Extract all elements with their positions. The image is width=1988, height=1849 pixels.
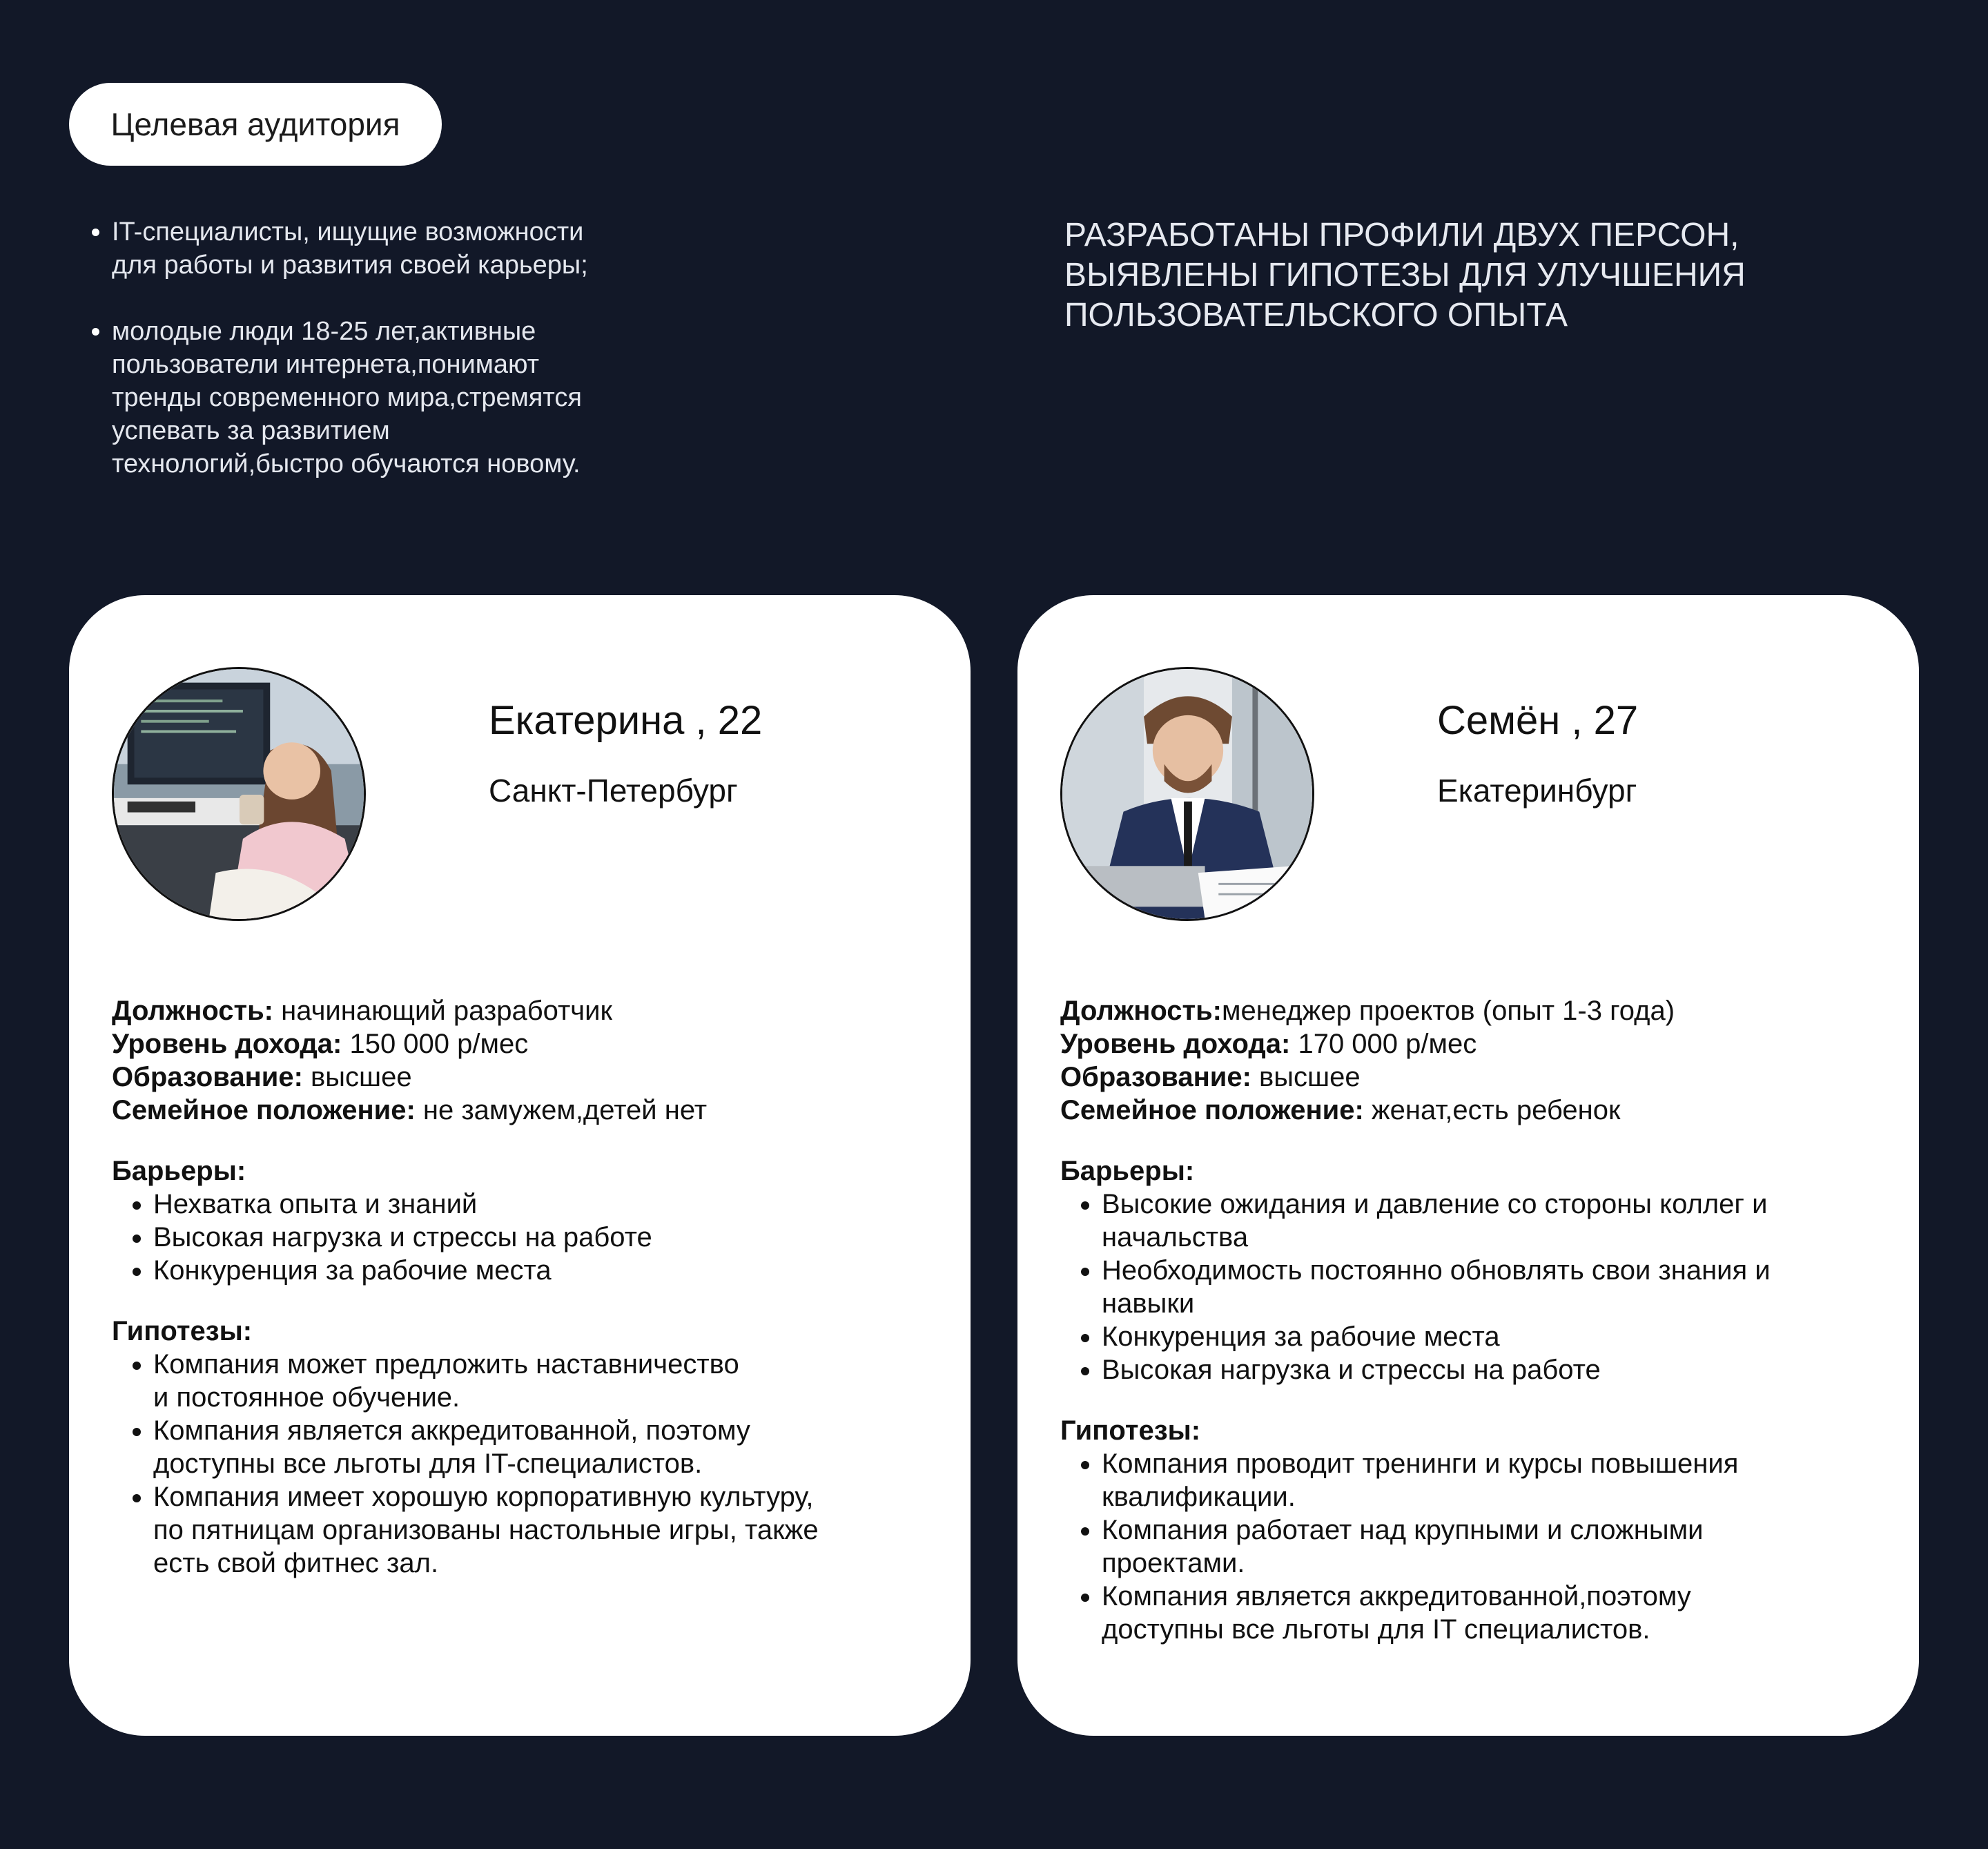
barrier-item: • Необходимость постоянно обновлять свои знания и навыки [1102,1254,1889,1320]
income-row [112,1027,940,1061]
income-value: 150 000 р/мес [342,1029,529,1059]
persona-card-semyon [1017,595,1919,1736]
barriers-title: Барьеры: [112,1156,246,1186]
position-label: Должность: [112,996,274,1026]
education-row [112,1061,940,1094]
education-value: высшее [1251,1062,1361,1092]
education-value: высшее [302,1062,412,1092]
hypothesis-item: • Компания является аккредитованной, поэтому доступны все льготы для IT-специалистов. [153,1414,940,1480]
persona-name: Семён , 27 [1437,698,1639,743]
position-value: начинающий разработчик [273,996,612,1026]
summary-heading: РАЗРАБОТАНЫ ПРОФИЛИ ДВУХ ПЕРСОН, ВЫЯВЛЕНЫ ГИПОТЕЗЫ ДЛЯ УЛУЧШЕНИЯ ПОЛЬЗОВАТЕЛЬСКОГО ОПЫТА [1064,217,1746,333]
avatar-photo-ekaterina [112,667,366,921]
barrier-item: • Конкуренция за рабочие места [153,1254,940,1287]
audience-pill-label: Целевая аудитория [69,83,442,166]
family-row [112,1094,940,1127]
persona-details [112,994,940,1580]
barrier-item: • Высокая нагрузка и стрессы на работе [153,1221,940,1254]
hypotheses-list [1060,1447,1889,1646]
persona-name: Екатерина , 22 [489,698,763,743]
position-row [1060,994,1889,1027]
audience-list [80,215,733,514]
barriers-list [1060,1188,1889,1386]
hypotheses-title: Гипотезы: [112,1316,253,1346]
audience-item: • молодые люди 18-25 лет,активные пользователи интернета,понимают тренды современного мира,стремятся успевать за развитием технологий,быстро обучаются новому. [112,315,733,481]
family-label: Семейное положение: [1060,1095,1364,1125]
education-row [1060,1061,1889,1094]
position-value: менеджер проектов (опыт 1-3 года) [1222,996,1675,1026]
family-label: Семейное положение: [112,1095,416,1125]
barriers-list [112,1188,940,1287]
family-value: женат,есть ребенок [1363,1095,1621,1125]
hypothesis-item: • Компания является аккредитованной,поэтому доступны все льготы для IT специалистов. [1102,1580,1889,1646]
hypothesis-item: • Компания проводит тренинги и курсы повышения квалификации. [1102,1447,1889,1513]
family-row [1060,1094,1889,1127]
persona-city: Екатеринбург [1437,773,1637,809]
barriers-title: Барьеры: [1060,1156,1195,1186]
barrier-item: • Конкуренция за рабочие места [1102,1320,1889,1353]
education-label: Образование: [1060,1062,1251,1092]
persona-city: Санкт-Петербург [489,773,738,809]
position-label: Должность: [1060,996,1222,1026]
audience-item: • IT-специалисты, ищущие возможности для работы и развития своей карьеры; [112,215,733,282]
avatar-photo-semyon [1060,667,1314,921]
position-row [112,994,940,1027]
hypotheses-list [112,1348,940,1580]
persona-details [1060,994,1889,1646]
education-label: Образование: [112,1062,303,1092]
income-label: Уровень дохода: [1060,1029,1291,1059]
avatar-image [114,669,364,919]
family-value: не замужем,детей нет [415,1095,708,1125]
income-label: Уровень дохода: [112,1029,342,1059]
barrier-item: • Высокие ожидания и давление со стороны коллег и начальства [1102,1188,1889,1254]
hypothesis-item: • Компания работает над крупными и сложными проектами. [1102,1513,1889,1580]
barrier-item: • Нехватка опыта и знаний [153,1188,940,1221]
avatar-image [1062,669,1312,919]
income-row [1060,1027,1889,1061]
hypotheses-title: Гипотезы: [1060,1415,1201,1446]
hypothesis-item: • Компания может предложить наставничество и постоянное обучение. [153,1348,940,1414]
income-value: 170 000 р/мес [1290,1029,1477,1059]
hypothesis-item: • Компания имеет хорошую корпоративную культуру, по пятницам организованы настольные игры, также есть свой фитнес зал. [153,1480,940,1580]
barrier-item: • Высокая нагрузка и стрессы на работе [1102,1353,1889,1386]
persona-card-ekaterina [69,595,971,1736]
